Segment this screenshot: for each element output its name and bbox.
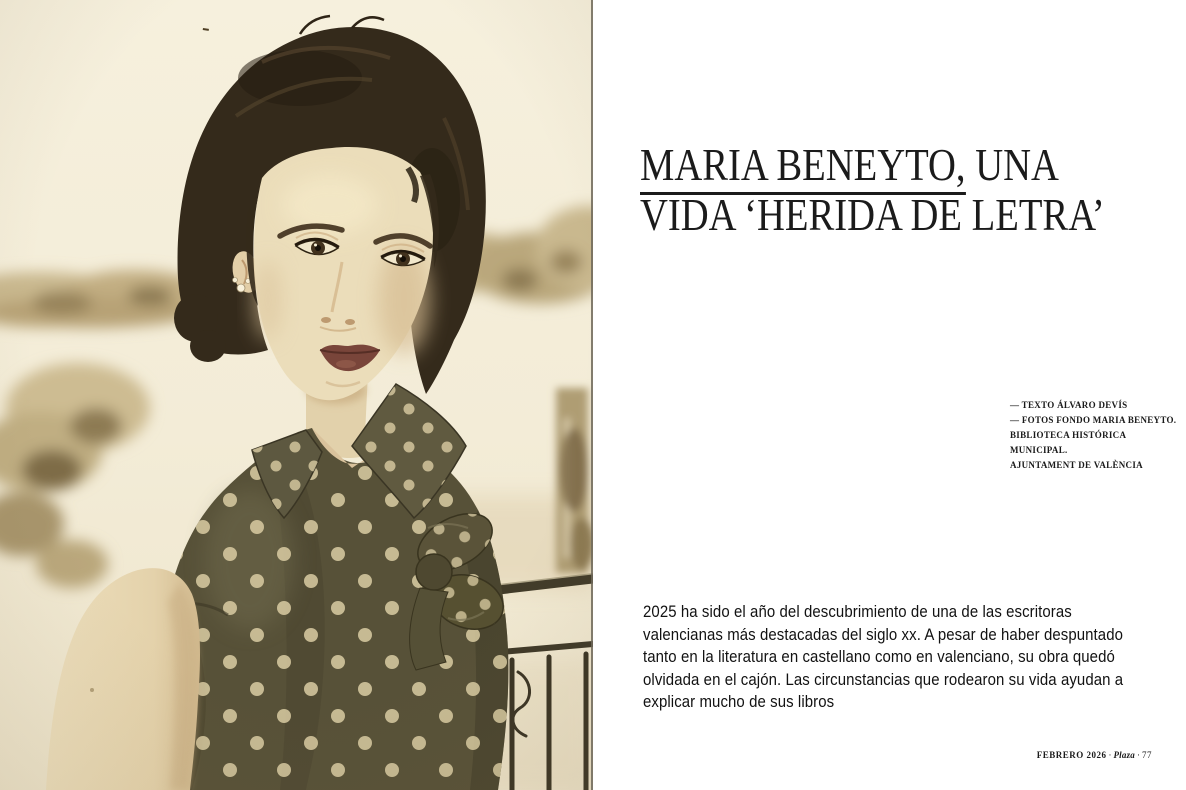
folio [1037, 749, 1152, 761]
credit-line-fotos: — FOTOS FONDO MARIA BENEYTO. [1010, 415, 1177, 425]
intro-line: olvidada en el cajón. Las circunstancias que rodearon su vida ayudan a [643, 669, 1124, 689]
page-title [640, 140, 1178, 240]
folio-page-number: 77 [1142, 750, 1152, 760]
credit-line-ajuntament: AJUNTAMENT DE VALÈNCIA [1010, 460, 1143, 470]
intro-line: 2025 ha sido el año del descubrimiento de una de las escritoras [643, 602, 1072, 621]
headline-line1 [640, 139, 1059, 195]
headline-line2: VIDA ‘HERIDA DE LETRA’ [640, 189, 1105, 240]
credits-block [1010, 398, 1180, 473]
article-page [593, 0, 1186, 790]
headline-underlined-name: MARIA BENEYTO, [640, 139, 966, 195]
intro-line: valencianas más destacadas del siglo xx. A pesar de haber despuntado [643, 624, 1124, 644]
folio-magazine-name: Plaza [1113, 750, 1135, 760]
intro-line: tanto en la literatura en castellano como en valenciano, su obra quedó [643, 647, 1115, 666]
headline-line1-rest: UNA [965, 139, 1059, 190]
folio-issue-date: FEBRERO 2026 [1036, 750, 1107, 760]
folio-separator: · [1137, 750, 1140, 760]
intro-paragraph [643, 601, 1136, 714]
credit-line-biblioteca: BIBLIOTECA HISTÓRICA MUNICIPAL. [1010, 430, 1126, 455]
credit-line-texto: — TEXTO ÁLVARO DEVÍS [1010, 400, 1128, 410]
intro-line: explicar mucho de sus libros [643, 692, 835, 711]
folio-separator: · [1108, 750, 1112, 760]
